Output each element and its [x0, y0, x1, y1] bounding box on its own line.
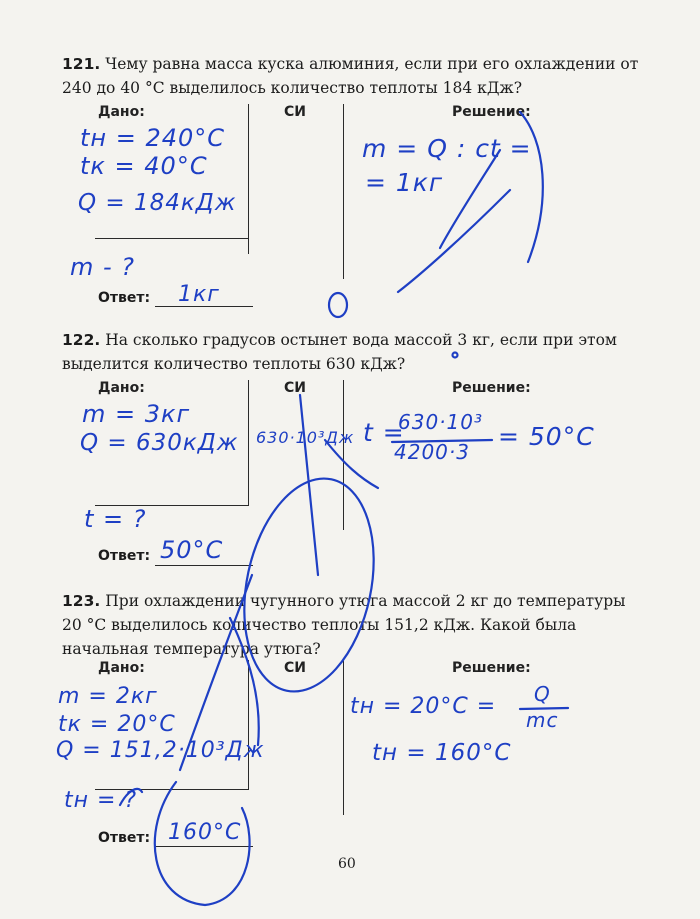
pen-stroke	[325, 440, 378, 488]
solution-header: Решение:	[452, 660, 531, 676]
solution-line: 4200·3	[394, 440, 470, 464]
answer-value: 1кг	[178, 282, 220, 307]
given-line: Q = 151,2·10³Дж	[56, 738, 265, 763]
given-line: m = 3кг	[82, 400, 191, 428]
problem-121	[62, 52, 662, 100]
given-line: m = 2кг	[58, 684, 158, 709]
problem-number: 121.	[62, 55, 101, 73]
given-line: tк = 40°C	[80, 152, 208, 180]
problem-text-line: Чему равна масса куска алюминия, если при его охлаждении от	[105, 55, 639, 73]
problem-text-line: 240 до 40 °С выделилось количество теплоты 184 кДж?	[62, 79, 523, 97]
si-header: СИ	[284, 660, 306, 676]
solution-line: t =	[363, 418, 405, 447]
answer-label: Ответ:	[98, 548, 151, 564]
given-line: Q = 184кДж	[78, 190, 237, 216]
given-line: m - ?	[70, 253, 136, 281]
given-line: tн = 240°C	[80, 124, 226, 152]
problem-text-line: При охлаждении чугунного утюга массой 2 кг до температуры	[105, 592, 626, 610]
problem-text-line: начальная температура утюга?	[62, 640, 321, 658]
solution-line: tн = 160°C	[372, 740, 512, 766]
given-divider	[248, 104, 249, 254]
given-underline	[95, 238, 248, 239]
si-divider	[343, 104, 344, 279]
solution-line: = 1кг	[365, 168, 444, 197]
si-divider	[343, 380, 344, 530]
problem-number: 123.	[62, 592, 101, 610]
solution-line: 630·10³	[398, 410, 483, 434]
si-header: СИ	[284, 104, 306, 120]
problem-text-line: На сколько градусов остынет вода массой 3 кг, если при этом	[105, 331, 617, 349]
si-divider	[343, 660, 344, 815]
problem-text-line: 20 °С выделилось количество теплоты 151,2 кДж. Какой была	[62, 616, 577, 634]
solution-line: Q	[534, 682, 551, 706]
given-line: tн = ?	[64, 788, 138, 813]
given-header: Дано:	[98, 660, 145, 676]
given-header: Дано:	[98, 104, 145, 120]
given-header: Дано:	[98, 380, 145, 396]
given-line: tк = 20°C	[58, 712, 176, 737]
solution-header: Решение:	[452, 104, 531, 120]
problem-123	[62, 589, 662, 661]
answer-value: 160°C	[168, 820, 242, 845]
given-divider	[248, 380, 249, 506]
given-line: Q = 630кДж	[80, 430, 239, 456]
si-line: 630·10³Дж	[256, 428, 355, 447]
given-divider	[248, 660, 249, 790]
given-line: t = ?	[84, 505, 147, 533]
solution-header: Решение:	[452, 380, 531, 396]
pen-stroke	[329, 293, 347, 317]
answer-label: Ответ:	[98, 290, 151, 306]
answer-line	[155, 846, 253, 847]
problem-122	[62, 328, 662, 376]
problem-number: 122.	[62, 331, 101, 349]
answer-line	[155, 565, 253, 566]
pen-stroke	[226, 466, 392, 703]
solution-line: m = Q : ct =	[362, 134, 532, 163]
solution-line: = 50°C	[498, 422, 595, 451]
solution-line: tн = 20°C =	[350, 694, 497, 719]
si-header: СИ	[284, 380, 306, 396]
page-number: 60	[338, 856, 356, 872]
problem-text-line: выделится количество теплоты 630 кДж?	[62, 355, 406, 373]
solution-line: mc	[526, 708, 559, 732]
pen-stroke	[440, 150, 500, 248]
answer-label: Ответ:	[98, 830, 151, 846]
pen-stroke	[398, 190, 510, 292]
pen-stroke	[300, 395, 318, 575]
answer-value: 50°C	[160, 536, 224, 564]
